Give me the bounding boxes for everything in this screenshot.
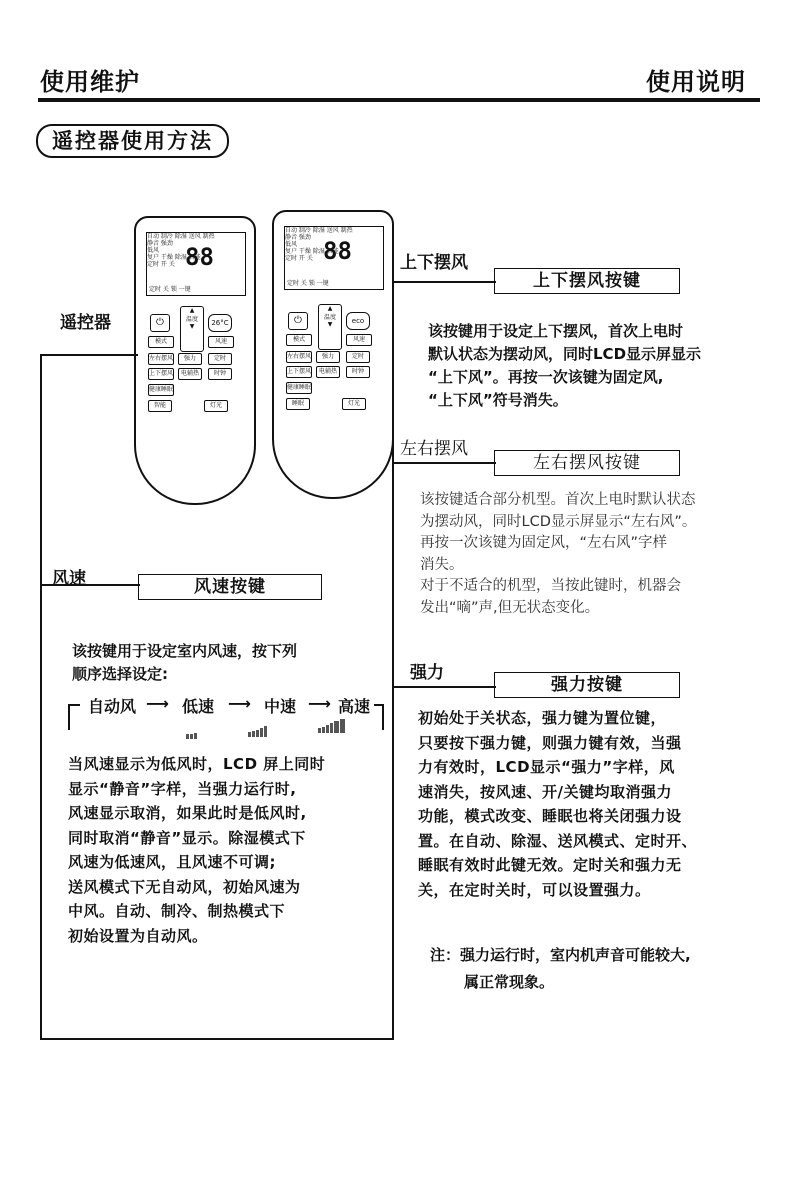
- lcd-digits: 88: [323, 237, 352, 265]
- header-left-title: 使用维护: [40, 68, 140, 96]
- seq-low: 低速: [182, 697, 215, 716]
- lcd-line: 定时 开 关: [285, 255, 313, 262]
- leftright-box: 左右摆风按键: [494, 450, 680, 476]
- fan-button[interactable]: 风速: [208, 336, 234, 348]
- temp-label: 温度: [323, 314, 336, 321]
- remote-label: 遥控器: [60, 313, 111, 333]
- remote-control-2: [272, 210, 394, 499]
- text-line: 力有效时，LCD显示“强力”字样，风: [418, 758, 675, 776]
- text-line: 风速显示取消，如果此时是低风时,: [68, 804, 307, 822]
- clock-button[interactable]: 时钟: [208, 368, 232, 380]
- text-line: 只要按下强力键，则强力键有效，当强: [418, 733, 682, 752]
- turbo-button[interactable]: 强力: [316, 351, 340, 363]
- sleep-button[interactable]: 健康睡眠: [286, 382, 312, 394]
- fanspeed-intro: [72, 640, 382, 686]
- text-line: 当风速显示为低风时，LCD 屏上同时: [68, 755, 326, 773]
- lcd-line: 定时 开 关: [147, 261, 175, 268]
- smart-button[interactable]: 智能: [148, 400, 172, 412]
- text-line: 消失。: [420, 556, 464, 573]
- turbo-button[interactable]: 强力: [178, 353, 202, 365]
- swing-lr-button[interactable]: 左右摆风: [148, 353, 174, 365]
- power-button[interactable]: ⏻: [150, 314, 170, 332]
- connector-bottom: [40, 1038, 394, 1040]
- header-rule: [38, 98, 760, 102]
- text-line: 速消失，按风速、开/关键均取消强力: [418, 782, 672, 801]
- lcd-line: 复户 干燥 除湿 智能: [147, 254, 201, 261]
- clock-button[interactable]: 时钟: [346, 366, 370, 378]
- connector-left-vertical: [40, 354, 42, 1040]
- text-line: 睡眠有效时此键无效。定时关和强力无: [418, 856, 682, 874]
- temp-down-icon[interactable]: ▼: [189, 323, 195, 330]
- light-button[interactable]: 灯光: [204, 400, 228, 412]
- text-line: “上下风”。再按一次该键为固定风,: [428, 368, 664, 386]
- temp-up-icon[interactable]: ▲: [327, 305, 333, 312]
- text-line: 顺序选择设定:: [72, 665, 168, 683]
- text-line: 同时取消“静音”显示。除湿模式下: [68, 828, 306, 847]
- seq-arrow-icon: ⟶: [228, 694, 251, 713]
- lcd-line: 复户 干燥 除湿 智能: [285, 248, 339, 255]
- seq-high: 高速: [338, 697, 371, 716]
- header-right-title: 使用说明: [646, 68, 746, 96]
- heater-button[interactable]: 电辅热: [178, 368, 202, 380]
- light-button[interactable]: 灯光: [342, 398, 366, 410]
- turbo-note: [430, 944, 790, 994]
- text-line: 显示“静音”字样，当强力运行时,: [68, 779, 297, 798]
- temp-up-icon[interactable]: ▲: [189, 307, 195, 314]
- connector-left-top: [40, 354, 138, 356]
- speed-sequence: [68, 692, 384, 736]
- lcd-line: 静音 强劲: [147, 240, 173, 247]
- fanspeed-text: [68, 752, 398, 948]
- text-line: “上下风”符号消失。: [428, 391, 568, 409]
- lcd-line: 自动 制冷 除湿 送风 制热: [147, 233, 215, 240]
- mode-button[interactable]: 模式: [286, 334, 312, 346]
- lcd-line: 自动 制冷 除湿 送风 制热: [285, 227, 353, 234]
- text-line: 该按键适合部分机型。首次上电时默认状态: [420, 492, 696, 508]
- lcd-line: 静音 强劲: [285, 234, 311, 241]
- sleep-button[interactable]: 健康睡眠: [148, 384, 174, 396]
- swing-ud-button[interactable]: 上下摆风: [148, 368, 174, 380]
- section-title: 遥控器使用方法: [36, 124, 229, 158]
- remote-2-lcd: [284, 226, 384, 290]
- lcd-line: 定时 关 锁 一键: [149, 286, 191, 293]
- lcd-line: 低风: [285, 241, 298, 248]
- note-line: 属正常现象。: [464, 973, 555, 991]
- lcd-line: 低风: [147, 247, 160, 254]
- turbo-box: 强力按键: [494, 672, 680, 698]
- text-line: 再按一次该键为固定风，“左右风”字样: [420, 535, 668, 551]
- fanspeed-box: 风速按键: [138, 574, 322, 600]
- lcd-line: 定时 关 锁 一键: [287, 280, 329, 287]
- text-line: 该按键用于设定室内风速，按下列: [72, 642, 298, 660]
- fanspeed-label: 风速: [52, 569, 86, 589]
- timer-button[interactable]: 定时: [346, 351, 370, 363]
- temp-down-icon[interactable]: ▼: [327, 321, 333, 328]
- text-line: 风速为低速风，且风速不可调;: [68, 853, 276, 871]
- text-line: 发出“嘀”声,但无状态变化。: [420, 599, 600, 616]
- seq-arrow-icon: ⟶: [146, 694, 169, 713]
- turbo-label: 强力: [410, 663, 444, 683]
- leftright-label: 左右摆风: [400, 439, 468, 459]
- seq-arrow-icon: ⟶: [308, 694, 331, 713]
- swing-ud-button[interactable]: 上下摆风: [286, 366, 312, 378]
- lcd-digits: 88: [185, 243, 214, 271]
- mid-bars-icon: [248, 718, 268, 730]
- low-bars-icon: [186, 720, 198, 730]
- seq-mid: 中速: [264, 697, 297, 716]
- sleep-button-2[interactable]: 睡眠: [286, 398, 310, 410]
- temp-key[interactable]: [318, 304, 342, 350]
- text-line: 默认状态为摆动风，同时LCD显示屏显示: [428, 345, 702, 363]
- text-line: 该按键用于设定上下摆风，首次上电时: [428, 322, 684, 340]
- eco-button[interactable]: eco: [346, 312, 370, 330]
- turbo-underline: [392, 686, 496, 688]
- power-button[interactable]: ⏻: [288, 312, 308, 330]
- heater-button[interactable]: 电辅热: [316, 366, 340, 378]
- text-line: 关，在定时关时，可以设置强力。: [418, 880, 651, 899]
- remote-control-1: [134, 216, 256, 505]
- text-line: 送风模式下无自动风，初始风速为: [68, 877, 301, 896]
- fan-button[interactable]: 风速: [346, 334, 372, 346]
- text-line: 为摆动风，同时LCD显示屏显示“左右风”。: [420, 513, 697, 530]
- seq-auto: 自动风: [88, 697, 137, 716]
- text-line: 初始处于关状态，强力键为置位键，: [418, 709, 667, 727]
- updown-text: [428, 320, 778, 412]
- temp-label: 温度: [185, 316, 198, 323]
- timer-button[interactable]: 定时: [208, 353, 232, 365]
- updown-box: 上下摆风按键: [494, 268, 680, 294]
- seq-bracket-left-v: [68, 704, 70, 730]
- text-line: 对于不适合的机型，当按此键时，机器会: [420, 578, 681, 594]
- temp-key[interactable]: [180, 306, 204, 352]
- remote-1-lcd: [146, 232, 246, 296]
- turbo-text: [418, 706, 788, 902]
- text-line: 置。在自动、除湿、送风模式、定时开、: [418, 831, 698, 850]
- leftright-text: [420, 490, 790, 619]
- high-bars-icon: [318, 714, 346, 730]
- updown-label: 上下摆风: [400, 253, 468, 273]
- text-line: 功能，模式改变、睡眠也将关闭强力设: [418, 807, 682, 825]
- mode-button[interactable]: 模式: [148, 336, 174, 348]
- seq-bracket-right-v: [382, 704, 384, 730]
- swing-lr-button[interactable]: 左右摆风: [286, 351, 312, 363]
- seq-bracket-left: [68, 704, 80, 706]
- note-line: 注：强力运行时，室内机声音可能较大,: [430, 946, 691, 964]
- text-line: 中风。自动、制冷、制热模式下: [68, 902, 286, 920]
- eco-button[interactable]: 26°C: [208, 314, 232, 332]
- updown-underline: [392, 281, 496, 283]
- leftright-underline: [392, 462, 496, 464]
- text-line: 初始设置为自动风。: [68, 926, 208, 945]
